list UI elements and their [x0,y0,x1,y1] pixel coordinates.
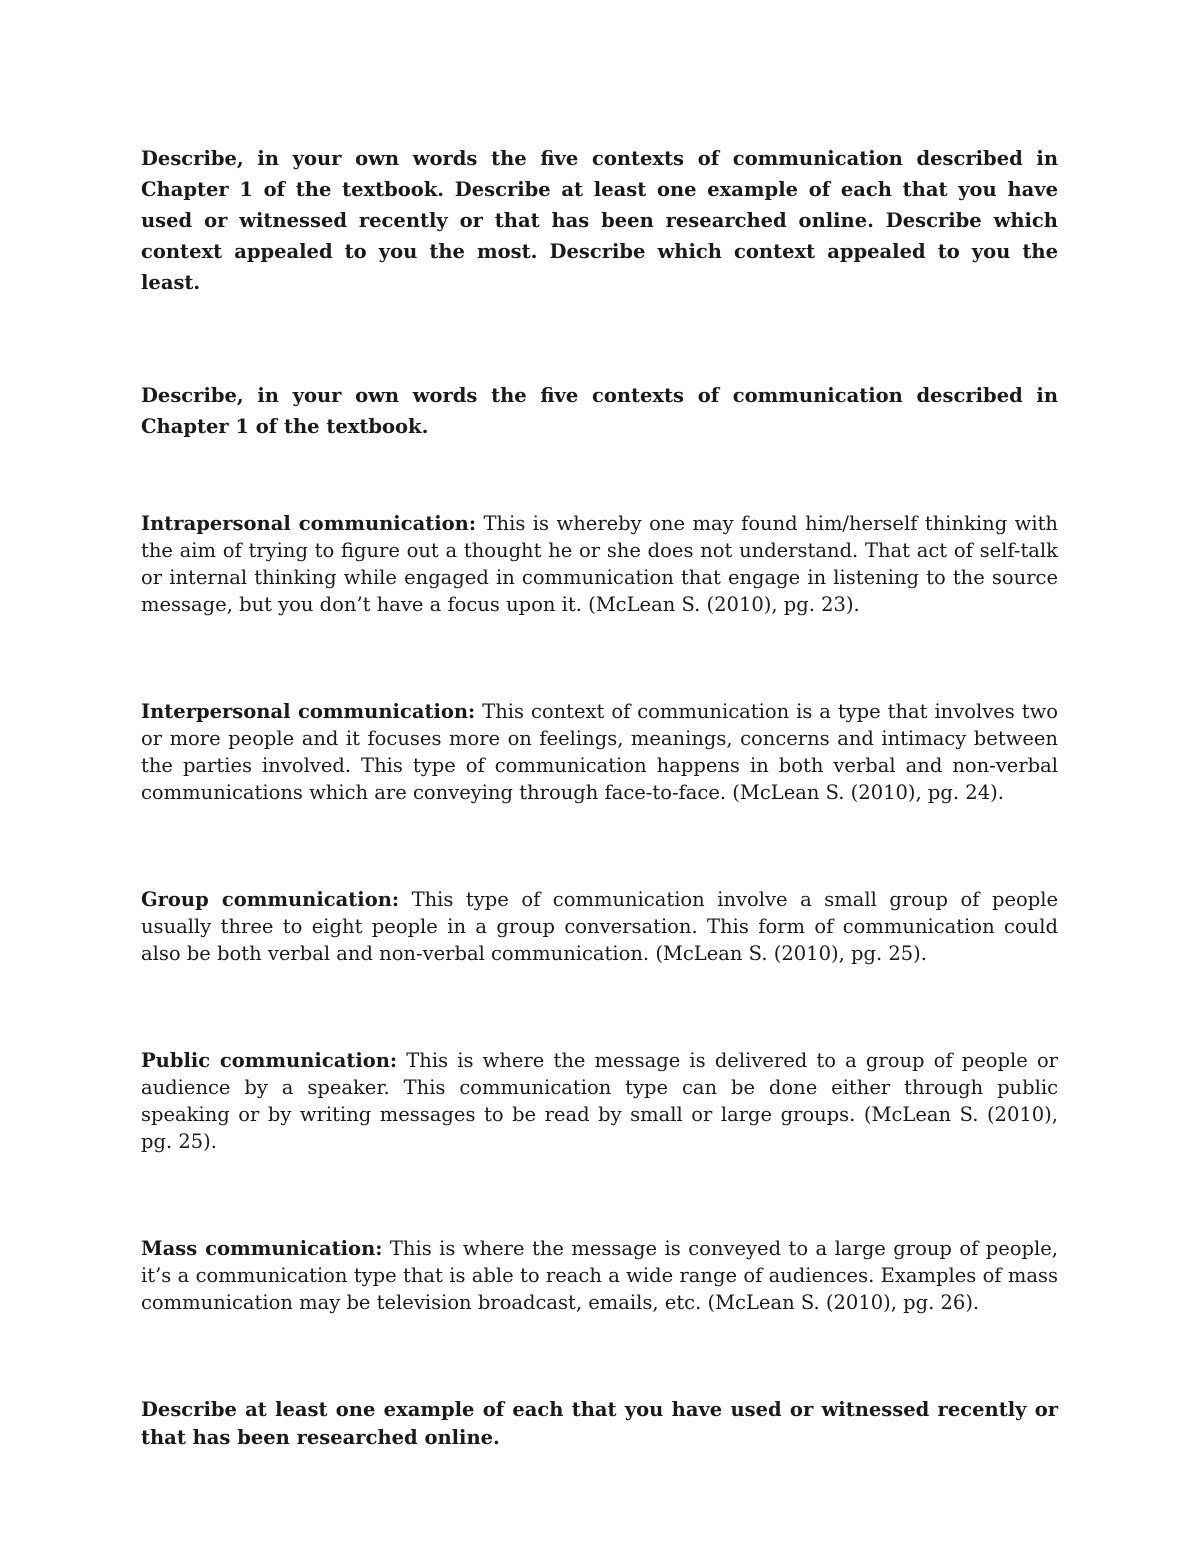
section-public [141,1047,1058,1155]
question-heading-examples: Describe at least one example of each that you have used or witnessed recently or that has been researched online. [141,1398,1058,1449]
term-intrapersonal: Intrapersonal communication: [141,512,477,535]
assignment-prompt: Describe, in your own words the five contexts of communication described in Chapter 1 of the textbook. Describe at least one example of each that you have used or witnessed recently or that has been researched online. Describe which context appealed to you the most. Describe which context appealed to you the least. [141,147,1058,294]
definition-interpersonal: This context of communication is a type that involves two or more people and it focuses more on feelings, meanings, concerns and intimacy between the parties involved. This type of communication happens in both verbal and non-verbal communications which are conveying through face-to-face. (McLean S. (2010), pg. 24). [141,700,1058,804]
document-page [141,143,1058,1452]
section-group [141,886,1058,967]
definition-public: This is where the message is delivered to a group of people or audience by a speaker. This communication type can be done either through public speaking or by writing messages to be read by small or large groups. (McLean S. (2010), pg. 25). [141,1049,1058,1153]
definition-mass: This is where the message is conveyed to a large group of people, it’s a communication type that is able to reach a wide range of audiences. Examples of mass communication may be television broadcast, emails, etc. (McLean S. (2010), pg. 26). [141,1237,1058,1314]
term-group: Group communication: [141,888,400,911]
section-mass [141,1235,1058,1316]
section-intrapersonal [141,510,1058,618]
definition-intrapersonal: This is whereby one may found him/herself thinking with the aim of trying to figure out a thought he or she does not understand. That act of self-talk or internal thinking while engaged in communication that engage in listening to the source message, but you don’t have a focus upon it. (McLean S. (2010), pg. 23). [141,512,1058,616]
section-interpersonal [141,698,1058,806]
term-public: Public communication: [141,1049,398,1072]
definition-group: This type of communication involve a small group of people usually three to eight people in a group conversation. This form of communication could also be both verbal and non-verbal communication. (McLean S. (2010), pg. 25). [141,888,1058,965]
question-heading-contexts: Describe, in your own words the five contexts of communication described in Chapter 1 of the textbook. [141,384,1058,438]
term-interpersonal: Interpersonal communication: [141,700,476,723]
term-mass: Mass communication: [141,1237,383,1260]
